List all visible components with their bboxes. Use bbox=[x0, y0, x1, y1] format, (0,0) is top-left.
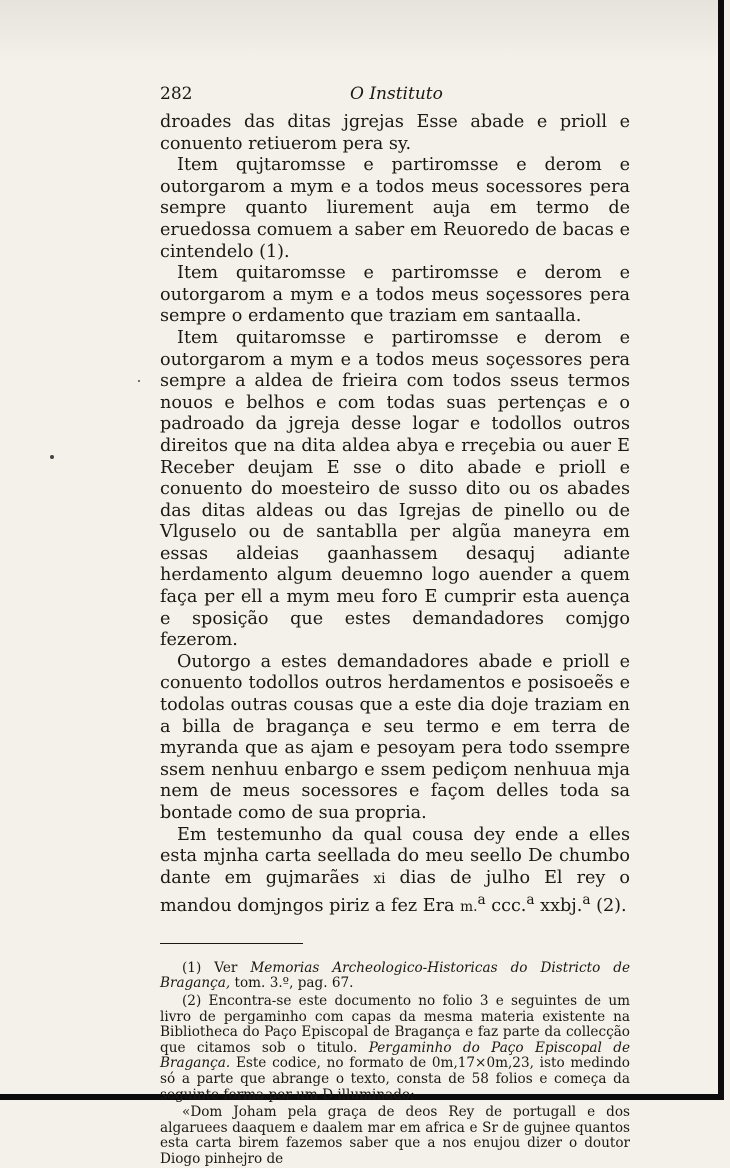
book-page bbox=[160, 84, 630, 1168]
paragraph: Item qujtaromsse e partiromsse e derom e outorgarom a mym e a todos meus socessores pera sempre quanto liurement auja em termo de eruedossa comuem a saber em Reuoredo de bacas e cintendelo (1). bbox=[160, 155, 630, 262]
paragraph: droades das ditas jgrejas Esse abade e prioll e conuento retiuerom pera sy. bbox=[160, 112, 630, 154]
scan-speck bbox=[138, 380, 140, 382]
paragraph: Item quitaromsse e partiromsse e derom e outorgarom a mym e a todos meus soçessores pera sempre a aldea de frieira com todos sseus termos nouos e belhos e com todas suas pertenças e o padroado da jgreja desse logar e todollos outros direitos que na dita aldea abya e rreçebia ou auer E Receber deujam E sse o dito abade e prioll e conuento do moesteiro de susso dito ou os abades das ditas aldeas ou das Igrejas de pinello ou de Vlguselo ou de santablla per algũa maneyra em essas aldeias gaanhassem desaquj adiante herdamento algum deuemno logo auender a quem faça per ell a mym meu foro E cumprir esta auença e sposição que estes demandadores comjgo fezerom. bbox=[160, 327, 630, 651]
final-paragraph: Em testemunho da qual cousa dey ende a elles esta mjnha carta seellada do meu seello De chumbo dante em gujmarães xi dias de julho El rey o mandou domjngos piriz a fez Era m.$^a$ ccc.$^a$ xxbj.$^a$ (2). bbox=[160, 824, 630, 917]
running-title: O Instituto bbox=[350, 84, 443, 104]
page-header bbox=[160, 84, 630, 112]
footnotes bbox=[160, 961, 630, 1168]
footnote-1: (1) Ver Memorias Archeologico-Historicas do Districto de Bragança, tom. 3.º, pag. 67. bbox=[160, 959, 631, 992]
paragraph: Item quitaromsse e partiromsse e derom e outorgarom a mym e a todos meus soçessores pera sempre o erdamento que traziam em santaalla. bbox=[160, 263, 630, 327]
page-number: 282 bbox=[160, 84, 193, 104]
footnote-2: (2) Encontra-se este documento no folio 3 e seguintes de um livro de pergaminho com capas da mesma materia existente na Bibliotheca do Paço Episcopal de Bragança e faz parte da collecção que citamos sob o titulo. Pergaminho do Paço Episcopal de Bragança. Este codice, no formato de 0m,17×0m,23, isto medindo só a parte que abrange o texto, consta de 58 folios e começa da seguinte forma por um D illuminado: bbox=[160, 993, 631, 1103]
paragraph: Outorgo a estes demandadores abade e prioll e conuento todollos outros herdamentos e posisoeẽs e todolas outras cousas que a este dia doje traziam en a billa de bragança e seu termo e em terra de myranda que as ajam e pesoyam pera todo ssempre ssem nenhuu enbargo e ssem pediçom nenhuua mja nem de meus socessores e façom delles toda sa bontade como de sua propria. bbox=[160, 651, 630, 823]
scan-speck bbox=[50, 455, 54, 459]
footnote-quote: «Dom Joham pela graça de deos Rey de portugall e dos algaruees daaquem e daalem mar em africa e Sr de gujnee quantos esta carta birem fazemos saber que a nos enujou dizer o doutor Diogo pinhejro de bbox=[160, 1104, 630, 1167]
footnote-divider bbox=[160, 943, 303, 944]
main-text bbox=[160, 112, 630, 919]
